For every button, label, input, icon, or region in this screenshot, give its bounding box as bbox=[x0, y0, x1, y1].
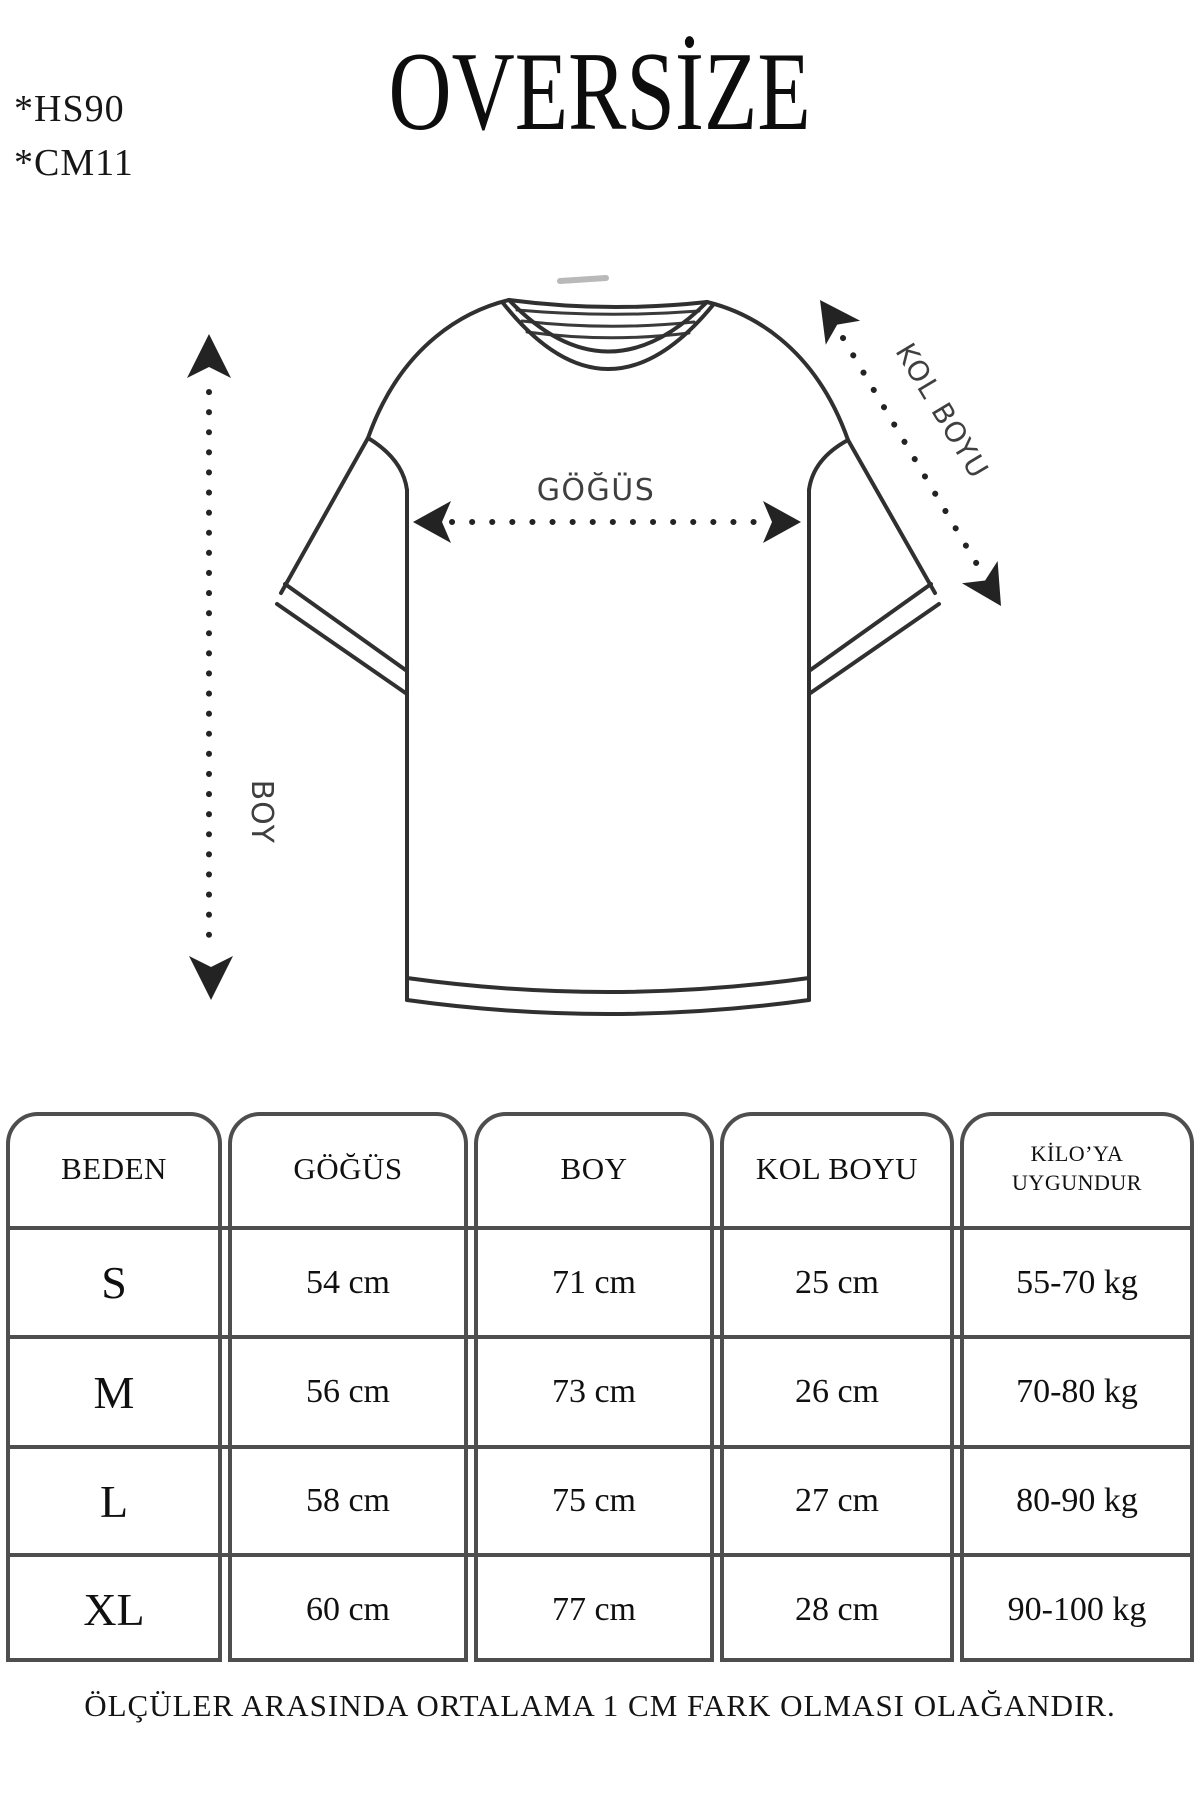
chest-arrowhead-right bbox=[763, 501, 801, 543]
chest-cell: 56 cm bbox=[305, 1373, 391, 1410]
col-header-sleeve: KOL BOYU bbox=[755, 1151, 919, 1186]
length-arrowhead-top bbox=[187, 334, 231, 378]
size-cell: M bbox=[93, 1366, 135, 1418]
sleeve-arrowhead-top bbox=[803, 288, 860, 345]
page-title: OVERSİZE bbox=[388, 30, 812, 154]
col-header-weight-line1: KİLO’YA bbox=[1030, 1141, 1124, 1167]
tolerance-note: ÖLÇÜLER ARASINDA ORTALAMA 1 CM FARK OLMASI OLAĞANDIR. bbox=[84, 1688, 1116, 1723]
weight-cell: 80-90 kg bbox=[1016, 1482, 1138, 1519]
sleeve-cell: 27 cm bbox=[794, 1482, 880, 1519]
sleeve-arrowhead-bottom bbox=[962, 561, 1019, 617]
length-cell: 73 cm bbox=[551, 1373, 637, 1410]
chest-label: GÖĞÜS bbox=[536, 473, 656, 508]
col-header-chest: GÖĞÜS bbox=[293, 1151, 403, 1186]
size-cell: S bbox=[101, 1257, 127, 1308]
chest-cell: 58 cm bbox=[305, 1482, 391, 1519]
tshirt-outline bbox=[277, 278, 939, 1014]
weight-cell: 90-100 kg bbox=[1007, 1590, 1147, 1628]
weight-cell: 70-80 kg bbox=[1016, 1373, 1138, 1410]
chest-arrowhead-left bbox=[413, 501, 451, 543]
sleeve-label: KOL BOYU bbox=[888, 337, 996, 485]
col-header-weight bbox=[960, 1112, 1194, 1226]
chest-cell: 60 cm bbox=[305, 1590, 391, 1628]
length-cell: 77 cm bbox=[551, 1590, 637, 1628]
col-header-size: BEDEN bbox=[61, 1151, 167, 1186]
sleeve-cell: 26 cm bbox=[794, 1373, 880, 1410]
length-label: BOY bbox=[244, 779, 279, 845]
chest-arrow bbox=[413, 471, 801, 543]
length-arrow bbox=[187, 334, 279, 1000]
product-code-1: *HS90 bbox=[14, 88, 125, 130]
collar-tag-mark bbox=[560, 278, 606, 281]
size-cell: L bbox=[99, 1475, 129, 1527]
sleeve-arrow bbox=[803, 288, 1019, 617]
chest-cell: 54 cm bbox=[305, 1263, 391, 1301]
sleeve-cell: 28 cm bbox=[794, 1590, 880, 1628]
size-cell: XL bbox=[83, 1584, 145, 1635]
weight-cell: 55-70 kg bbox=[1016, 1263, 1138, 1301]
product-code-2: *CM11 bbox=[14, 142, 134, 184]
length-arrowhead-bottom bbox=[189, 956, 233, 1000]
length-cell: 75 cm bbox=[551, 1482, 637, 1519]
col-header-length: BOY bbox=[560, 1151, 628, 1186]
sleeve-cell: 25 cm bbox=[794, 1263, 880, 1301]
col-header-weight-line2: UYGUNDUR bbox=[1012, 1170, 1142, 1195]
length-cell: 71 cm bbox=[551, 1263, 637, 1301]
